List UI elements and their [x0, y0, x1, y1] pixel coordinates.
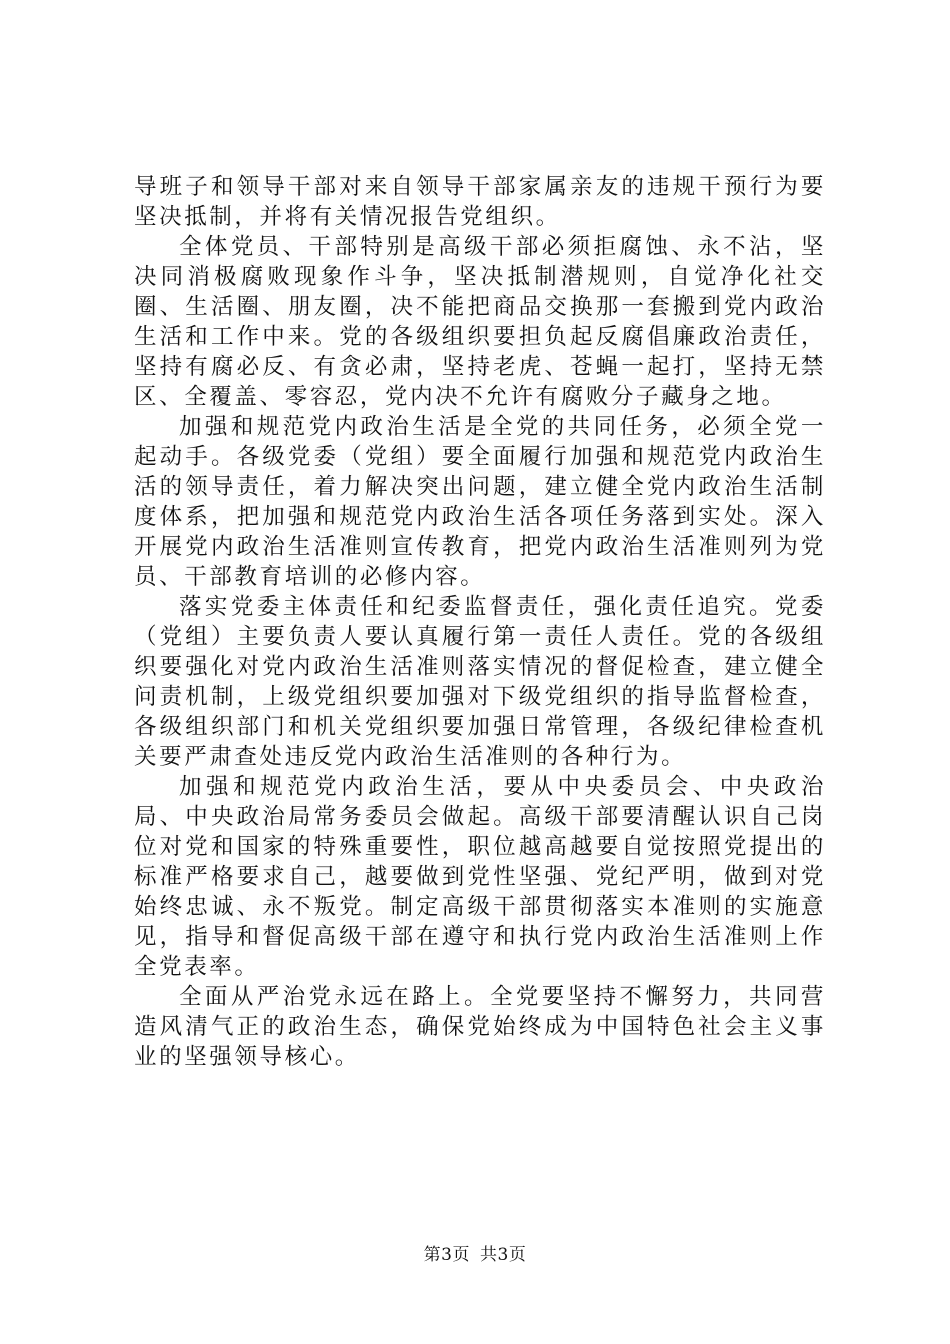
paragraph-continued: 导班子和领导干部对来自领导干部家属亲友的违规干预行为要坚决抵制，并将有关情况报告党组织。: [134, 174, 826, 230]
page-footer: [0, 1244, 950, 1266]
paragraph: 全体党员、干部特别是高级干部必须拒腐蚀、永不沾，坚决同消极腐败现象作斗争，坚决抵制潜规则，自觉净化社交圈、生活圈、朋友圈，决不能把商品交换那一套搬到党内政治生活和工作中来。党的各级组织要担负起反腐倡廉政治责任，坚持有腐必反、有贪必肃，坚持老虎、苍蝇一起打，坚持无禁区、全覆盖、零容忍，党内决不允许有腐败分子藏身之地。: [134, 234, 826, 410]
document-body: [134, 172, 826, 1072]
paragraph: 全面从严治党永远在路上。全党要坚持不懈努力，共同营造风清气正的政治生态，确保党始终成为中国特色社会主义事业的坚强领导核心。: [134, 984, 826, 1070]
paragraph: 落实党委主体责任和纪委监督责任，强化责任追究。党委（党组）主要负责人要认真履行第一责任人责任。党的各级组织要强化对党内政治生活准则落实情况的督促检查，建立健全问责机制，上级党组织要加强对下级党组织的指导监督检查，各级组织部门和机关党组织要加强日常管理，各级纪律检查机关要严肃查处违反党内政治生活准则的各种行为。: [134, 594, 826, 770]
paragraph: 加强和规范党内政治生活，要从中央委员会、中央政治局、中央政治局常务委员会做起。高级干部要清醒认识自己岗位对党和国家的特殊重要性，职位越高越要自觉按照党提出的标准严格要求自己，越要做到党性坚强、党纪严明，做到对党始终忠诚、永不叛党。制定高级干部贯彻落实本准则的实施意见，指导和督促高级干部在遵守和执行党内政治生活准则上作全党表率。: [134, 774, 826, 980]
page-total: 共3页: [480, 1245, 527, 1265]
page-number: 第3页: [423, 1245, 470, 1265]
paragraph: 加强和规范党内政治生活是全党的共同任务，必须全党一起动手。各级党委（党组）要全面履行加强和规范党内政治生活的领导责任，着力解决突出问题，建立健全党内政治生活制度体系，把加强和规范党内政治生活各项任务落到实处。深入开展党内政治生活准则宣传教育，把党内政治生活准则列为党员、干部教育培训的必修内容。: [134, 414, 826, 590]
